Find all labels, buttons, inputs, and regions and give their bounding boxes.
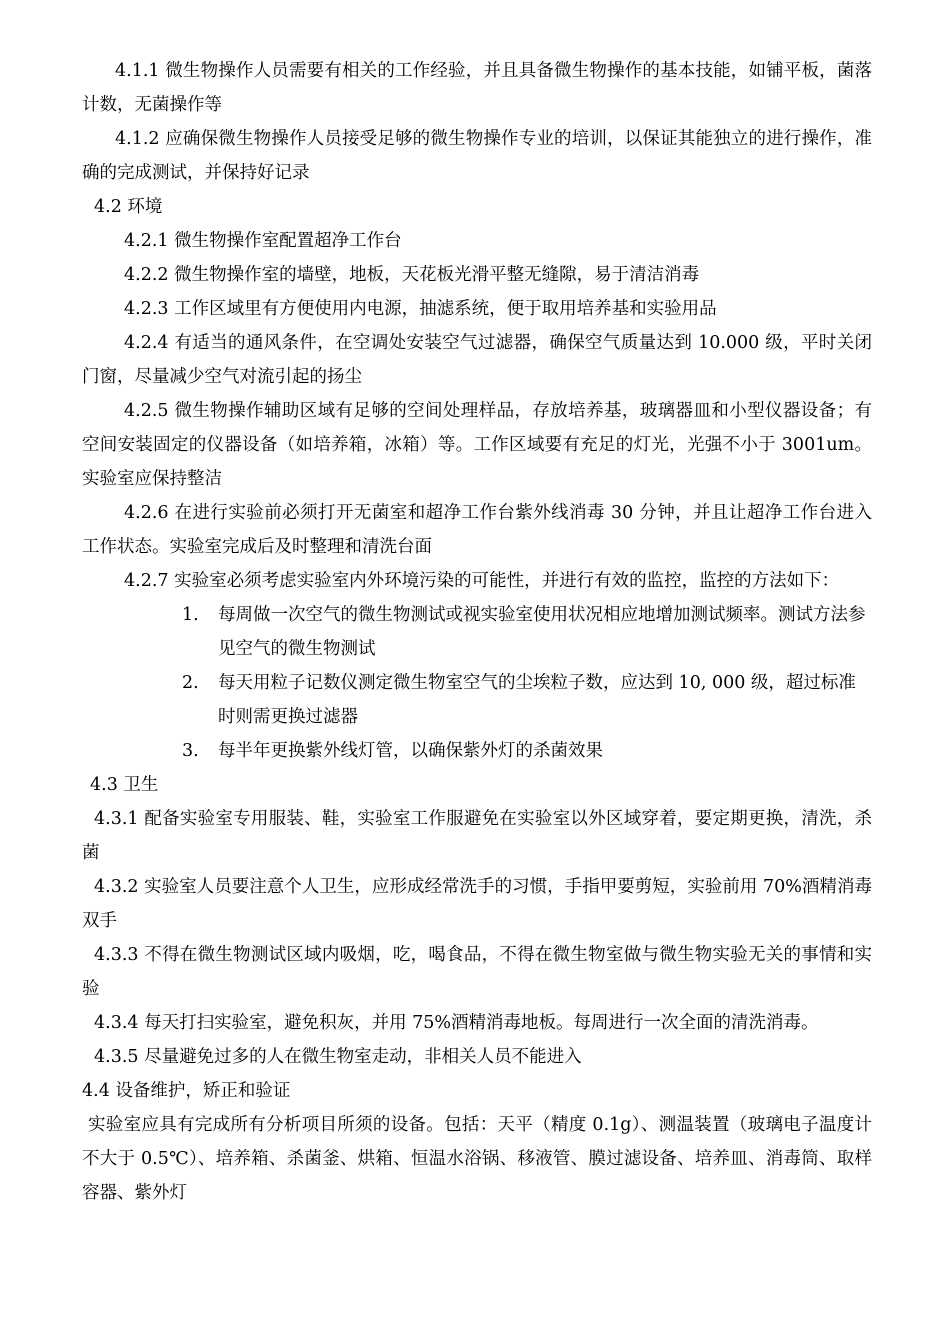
paragraph-4-2-1: 4.2.1 微生物操作室配置超净工作台 xyxy=(124,231,402,251)
list-item-text: 每天用粒子记数仪测定微生物室空气的尘埃粒子数，应达到 10, 000 级，超过标准时则需更换过滤器 xyxy=(218,673,856,727)
paragraph-4-2-4: 4.2.4 有适当的通风条件，在空调处安装空气过滤器，确保空气质量达到 10.000 级，平时关闭门窗，尽量减少空气对流引起的扬尘 xyxy=(82,333,872,387)
paragraph-4-2-5: 4.2.5 微生物操作辅助区域有足够的空间处理样品，存放培养基，玻璃器皿和小型仪器设备；有空间安装固定的仪器设备（如培养箱，冰箱）等。工作区域要有充足的灯光，光强不小于 3001um。实验室应保持整洁 xyxy=(82,401,872,489)
list-item-text: 每半年更换紫外线灯管，以确保紫外灯的杀菌效果 xyxy=(218,741,603,761)
paragraph-4-2-7: 4.2.7 实验室必须考虑实验室内外环境污染的可能性，并进行有效的监控，监控的方法如下： xyxy=(124,571,840,591)
list-item-number: 1. xyxy=(182,605,199,625)
paragraph-4-1-2: 4.1.2 应确保微生物操作人员接受足够的微生物操作专业的培训，以保证其能独立的进行操作，准确的完成测试，并保持好记录 xyxy=(82,129,872,183)
list-item xyxy=(82,598,872,666)
paragraph-4-3-5: 4.3.5 尽量避免过多的人在微生物室走动，非相关人员不能进入 xyxy=(94,1047,582,1067)
document-page xyxy=(82,54,872,1210)
paragraph-4-2-2: 4.2.2 微生物操作室的墙壁，地板，天花板光滑平整无缝隙，易于清洁消毒 xyxy=(124,265,700,285)
paragraph-4-3-4: 4.3.4 每天打扫实验室，避免积灰，并用 75%酒精消毒地板。每周进行一次全面的清洗消毒。 xyxy=(94,1013,819,1033)
heading-4-3: 4.3 卫生 xyxy=(90,775,159,795)
list-item xyxy=(82,666,872,734)
list-item xyxy=(82,734,872,768)
list-item-text: 每周做一次空气的微生物测试或视实验室使用状况相应地增加测试频率。测试方法参见空气的微生物测试 xyxy=(218,605,866,659)
heading-4-4: 4.4 设备维护，矫正和验证 xyxy=(82,1081,291,1101)
paragraph-4-1-1: 4.1.1 微生物操作人员需要有相关的工作经验，并且具备微生物操作的基本技能，如铺平板，菌落计数，无菌操作等 xyxy=(82,61,872,115)
paragraph-4-2-6: 4.2.6 在进行实验前必须打开无菌室和超净工作台紫外线消毒 30 分钟，并且让超净工作台进入工作状态。实验室完成后及时整理和清洗台面 xyxy=(82,503,872,557)
paragraph-4-3-3: 4.3.3 不得在微生物测试区域内吸烟，吃，喝食品，不得在微生物室做与微生物实验无关的事情和实验 xyxy=(82,945,872,999)
paragraph-4-2-3: 4.2.3 工作区域里有方便使用内电源，抽滤系统，便于取用培养基和实验用品 xyxy=(124,299,717,319)
list-item-number: 3. xyxy=(182,741,199,761)
paragraph-4-3-1: 4.3.1 配备实验室专用服装、鞋，实验室工作服避免在实验室以外区域穿着，要定期更换，清洗，杀菌 xyxy=(82,809,872,863)
monitoring-method-list xyxy=(82,598,872,768)
heading-4-2: 4.2 环境 xyxy=(94,197,163,217)
list-item-number: 2. xyxy=(182,673,199,693)
paragraph-4-3-2: 4.3.2 实验室人员要注意个人卫生，应形成经常洗手的习惯，手指甲要剪短，实验前用 70%酒精消毒双手 xyxy=(82,877,872,931)
paragraph-4-4-equipment: 实验室应具有完成所有分析项目所须的设备。包括：天平（精度 0.1g）、测温装置（玻璃电子温度计不大于 0.5℃）、培养箱、杀菌釜、烘箱、恒温水浴锅、移液管、膜过滤设备、培养皿、消毒筒、取样容器、紫外灯 xyxy=(82,1115,872,1203)
